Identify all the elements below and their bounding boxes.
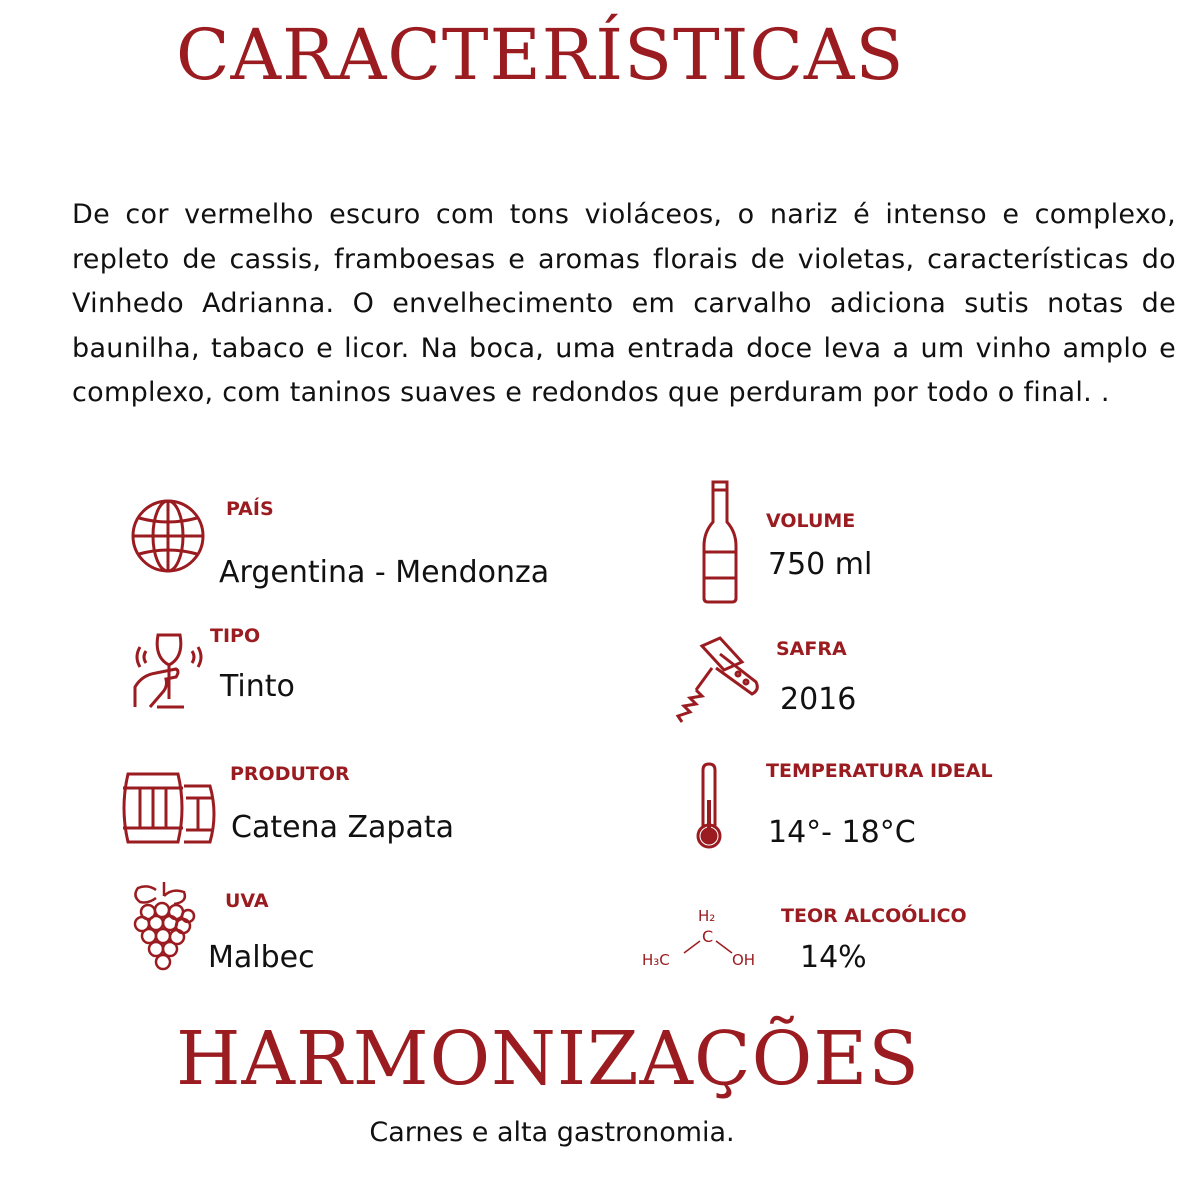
corkscrew-icon (672, 632, 772, 732)
volume-label: VOLUME (766, 510, 856, 532)
tipo-label: TIPO (210, 625, 261, 647)
wine-glass-hand-icon (132, 627, 206, 713)
globe-icon (128, 496, 208, 576)
temperatura-label: TEMPERATURA IDEAL (766, 760, 993, 782)
barrels-icon (120, 770, 220, 846)
characteristics-title: CARACTERÍSTICAS (176, 14, 905, 96)
formula-c: C (702, 927, 714, 946)
formula-h2: H₂ (698, 907, 716, 925)
ethanol-formula-icon (640, 903, 770, 969)
volume-value: 750 ml (768, 547, 873, 582)
safra-value: 2016 (780, 682, 857, 717)
pais-label: PAÍS (226, 498, 274, 520)
safra-label: SAFRA (776, 638, 847, 660)
formula-oh: OH (732, 951, 756, 969)
harmonizations-title: HARMONIZAÇÕES (176, 1016, 920, 1102)
temperatura-value: 14°- 18°C (768, 815, 916, 850)
harmonizations-text: Carnes e alta gastronomia. (369, 1117, 735, 1148)
pais-value: Argentina - Mendonza (219, 555, 550, 590)
teor-label: TEOR ALCOÓLICO (781, 905, 967, 927)
grapes-icon (126, 878, 202, 976)
tipo-value: Tinto (220, 669, 295, 704)
produtor-value: Catena Zapata (231, 810, 454, 845)
thermometer-icon (693, 762, 725, 852)
uva-label: UVA (225, 890, 269, 912)
wine-bottle-icon (700, 480, 740, 606)
uva-value: Malbec (208, 940, 315, 975)
teor-value: 14% (800, 940, 867, 975)
produtor-label: PRODUTOR (230, 763, 350, 785)
wine-description: De cor vermelho escuro com tons violáceos, o nariz é intenso e complexo, repleto de cassis, framboesas e aromas florais de violetas, características do Vinhedo Adrianna. O envelhecimento em carvalho adiciona sutis notas de baunilha, tabaco e licor. Na boca, uma entrada doce leva a um vinho amplo e complexo, com taninos suaves e redondos que perduram por todo o final. . (72, 199, 1176, 408)
formula-h3c: H₃C (642, 951, 670, 969)
